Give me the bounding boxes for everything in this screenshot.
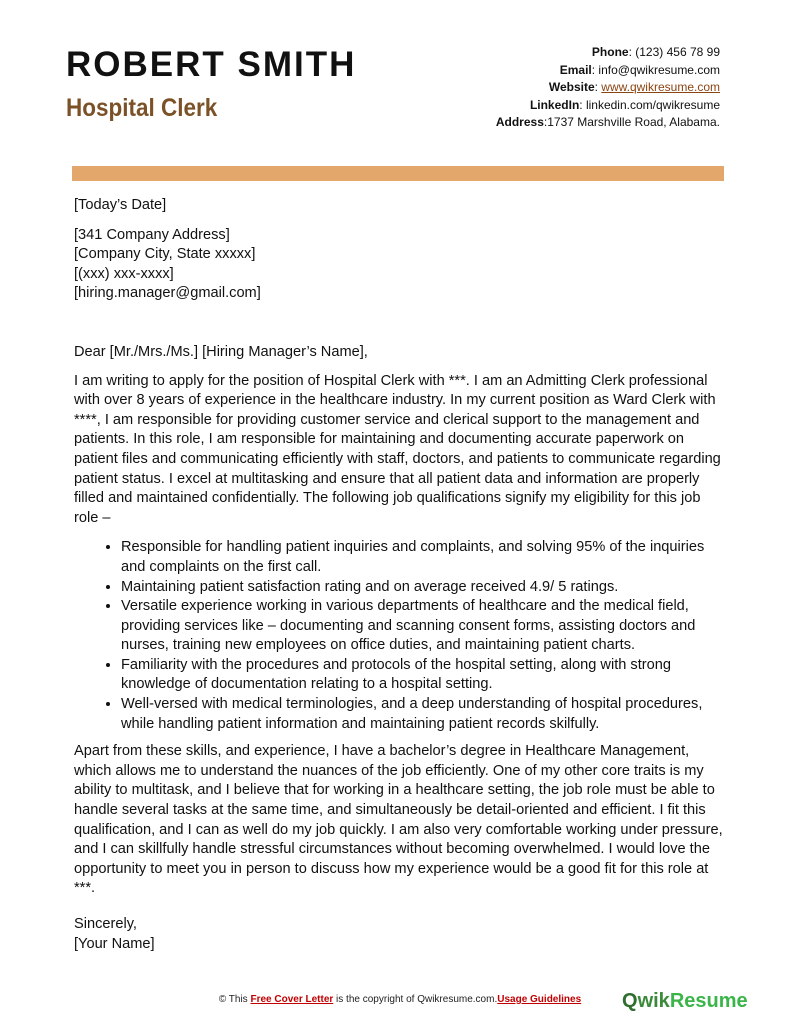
logo-resume: Resume bbox=[669, 990, 748, 1012]
footer-middle: is the copyright of Qwikresume.com. bbox=[333, 994, 498, 1005]
qualification-item: • Versatile experience working in various departments of healthcare and the medical field, providing services like – documenting and scanning consent forms, assisting doctors and nurses, training new employees on office duties, and maintaining patient charts. bbox=[121, 597, 726, 656]
letter-body bbox=[74, 196, 726, 954]
usage-guidelines-link[interactable]: Usage Guidelines bbox=[497, 994, 582, 1005]
qualification-item: • Responsible for handling patient inquiries and complaints, and solving 95% of the inquiries and complaints on the first call. bbox=[121, 538, 726, 577]
email-label: Email bbox=[559, 62, 592, 77]
candidate-name: ROBERT SMITH bbox=[66, 45, 357, 84]
address-label: Address bbox=[495, 115, 544, 129]
address-line: [hiring.manager@gmail.com] bbox=[74, 285, 261, 302]
job-title: Hospital Clerk bbox=[66, 94, 218, 122]
contact-address bbox=[496, 114, 720, 132]
qwikresume-logo bbox=[622, 990, 748, 1013]
qualifications-list bbox=[74, 538, 726, 734]
contact-phone bbox=[496, 44, 720, 62]
address-line: [Company City, State xxxxx] bbox=[74, 246, 256, 263]
contact-website bbox=[496, 79, 720, 97]
qualification-item: • Maintaining patient satisfaction rating and on average received 4.9/ 5 ratings. bbox=[121, 578, 726, 598]
logo-q: Q bbox=[622, 990, 638, 1012]
intro-paragraph: I am writing to apply for the position of Hospital Clerk with ***. I am an Admitting Clerk professional with over 8 years of experience in the healthcare industry. In my current position as Ward Clerk with ****, I am responsible for providing customer service and clerical support to the management and patients. In this role, I am responsible for maintaining and documenting accurate paperwork on patient files and communicating efficiently with staff, doctors, and patients to communicate regarding patient status. I excel at multitasking and ensure that all patient data and information are properly filled and maintained confidentially. The following job qualifications signify my eligibility for this job role – bbox=[74, 372, 721, 526]
footer-prefix: © This bbox=[218, 994, 251, 1005]
linkedin-label: LinkedIn bbox=[529, 97, 580, 112]
letter-date: [Today’s Date] bbox=[74, 197, 167, 213]
address-line: [(xxx) xxx-xxxx] bbox=[74, 265, 174, 282]
closing: Sincerely, bbox=[74, 916, 137, 932]
website-link[interactable]: www.qwikresume.com bbox=[601, 80, 720, 94]
website-label: Website bbox=[548, 80, 595, 94]
body-paragraph: Apart from these skills, and experience, I have a bachelor’s degree in Healthcare Management, which allows me to understand the nuances of the job efficiently. One of my other core traits is my ability to multitask, and I believe that for working in a healthcare setting, the job role must be able to handle several tasks at the same time, and simultaneously be detail-oriented and efficient. I fit this qualification, and I can as well do my job quickly. I am also very comfortable working under pressure, and I can skillfully handle stressful circumstances without becoming overwhelmed. I would love the opportunity to meet you in person to discuss how my experience would be a good fit for this role at ***. bbox=[74, 743, 723, 897]
accent-divider-bar bbox=[72, 166, 724, 181]
recipient-address bbox=[74, 226, 726, 304]
website-separator: : bbox=[594, 80, 602, 94]
qualification-item: • Familiarity with the procedures and protocols of the hospital setting, along with strong knowledge of documentation relating to a hospital setting. bbox=[121, 656, 726, 695]
contact-linkedin bbox=[496, 97, 720, 115]
signature-name: [Your Name] bbox=[74, 935, 155, 952]
linkedin-value: : linkedin.com/qwikresume bbox=[579, 97, 720, 112]
contact-block bbox=[496, 44, 720, 132]
phone-label: Phone bbox=[591, 45, 629, 59]
free-cover-letter-link[interactable]: Free Cover Letter bbox=[250, 994, 334, 1005]
address-value: :1737 Marshville Road, Alabama. bbox=[543, 115, 720, 129]
qualification-item: • Well-versed with medical terminologies, and a deep understanding of hospital procedures, while handling patient information and maintaining patient records skilfully. bbox=[121, 695, 726, 734]
salutation: Dear [Mr./Mrs./Ms.] [Hiring Manager’s Name], bbox=[74, 343, 368, 360]
phone-value: : (123) 456 78 99 bbox=[628, 45, 720, 59]
contact-email bbox=[496, 62, 720, 80]
logo-wik: wik bbox=[637, 990, 670, 1012]
address-line: [341 Company Address] bbox=[74, 226, 230, 243]
email-value: : info@qwikresume.com bbox=[591, 62, 720, 77]
